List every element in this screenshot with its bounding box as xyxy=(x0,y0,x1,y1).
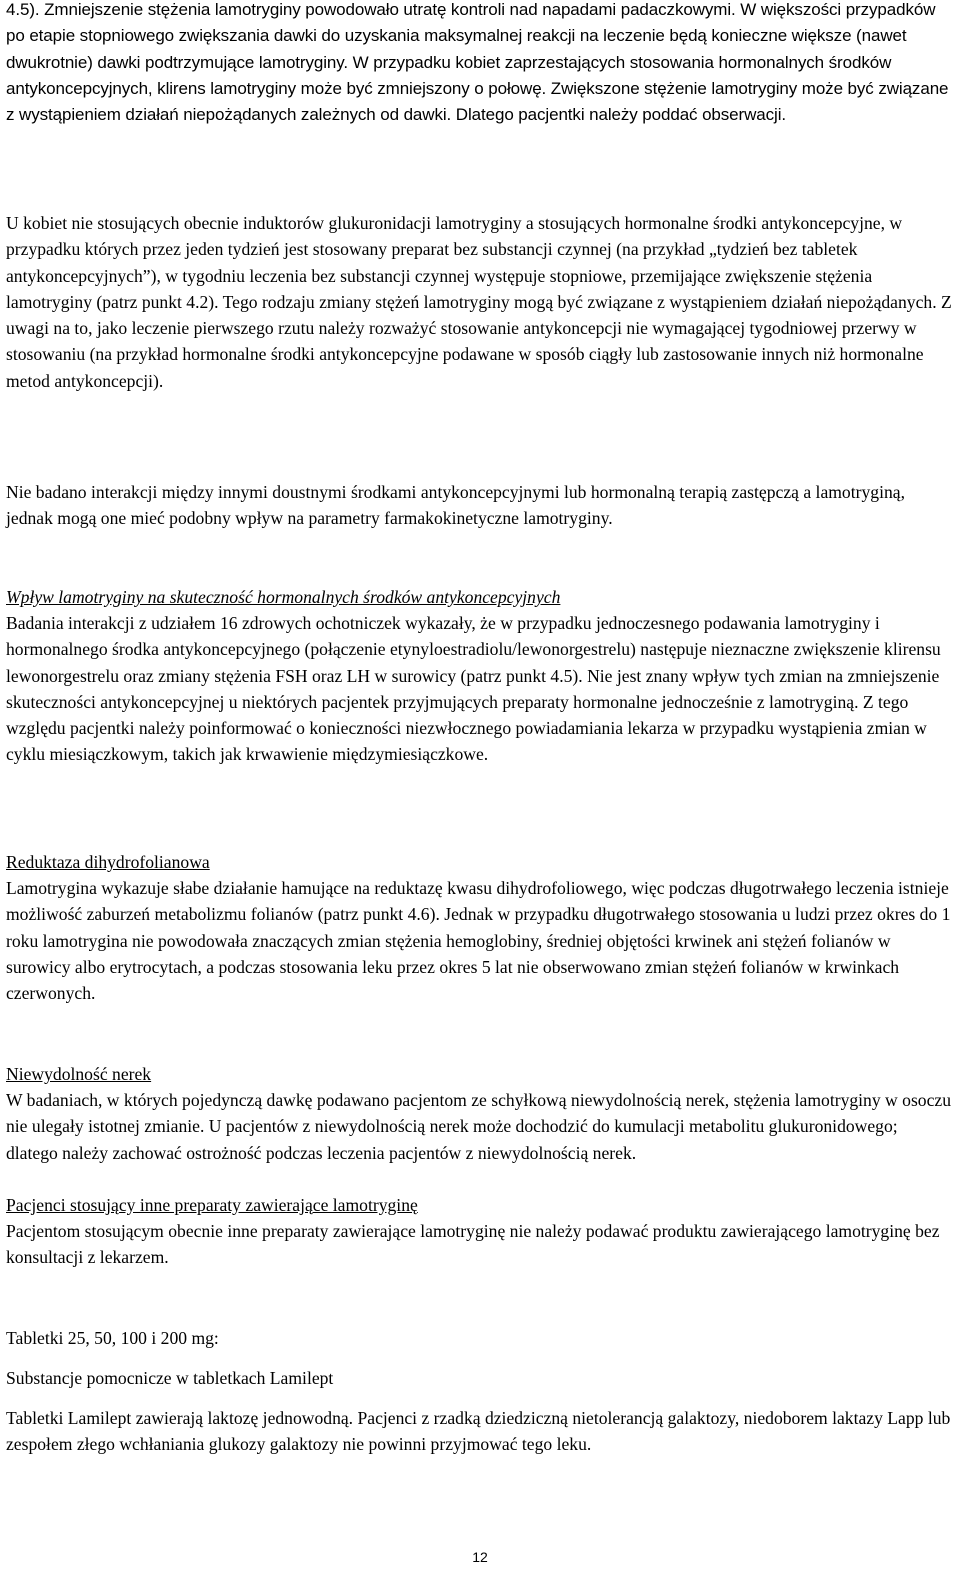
heading-dihydrofolate-reductase: Reduktaza dihydrofolianowa xyxy=(6,852,210,872)
heading-other-lamotrigine-products: Pacjenci stosujący inne preparaty zawierające lamotryginę xyxy=(6,1195,418,1215)
heading-contraceptive-efficacy: Wpływ lamotryginy na skuteczność hormonalnych środków antykoncepcyjnych xyxy=(6,587,561,607)
excipients-heading-line: Substancje pomocnicze w tabletkach Lamilept xyxy=(6,1368,334,1388)
paragraph-contraceptive-efficacy: Badania interakcji z udziałem 16 zdrowych ochotniczek wykazały, że w przypadku jednoczesnego podawania lamotryginy i hormonalnego środka antykoncepcyjnego (połączenie etynyloestradiolu/lewonorgestrelu) następuje nieznaczne zwiększenie klirensu lewonorgestrelu oraz zmiany stężenia FSH oraz LH w surowicy (patrz punkt 4.5). Nie jest znany wpływ tych zmian na zmniejszenie skuteczności antykoncepcyjnej u niektórych pacjentek przyjmujących preparaty hormonalne jednocześnie z lamotryginą. Z tego względu pacjentki należy poinformować o konieczności niezwłocznego powiadamiania lekarza w przypadku wystąpienia zmian w cyklu miesiączkowym, takich jak krwawienie międzymiesiączkowe. xyxy=(6,613,941,765)
tablets-strengths-line: Tabletki 25, 50, 100 i 200 mg: xyxy=(6,1328,219,1348)
paragraph-other-contraceptives: Nie badano interakcji między innymi doustnymi środkami antykoncepcyjnymi lub hormonalną terapią zastępczą a lamotryginą, jednak mogą one mieć podobny wpływ na parametry farmakokinetyczne lamotryginy. xyxy=(6,482,905,529)
page-number: 12 xyxy=(472,1549,488,1565)
paragraph-contraceptive-withdrawal: 4.5). Zmniejszenie stężenia lamotryginy powodowało utratę kontroli nad napadami padaczkowymi. W większości przypadków po etapie stopniowego zwiększania dawki do uzyskania maksymalnej reakcji na leczenie będą konieczne większe (nawet dwukrotnie) dawki podtrzymujące lamotryginy. W przypadku kobiet zaprzestających stosowania hormonalnych środków antykoncepcyjnych, klirens lamotryginy może być zmniejszony o połowę. Zwiększone stężenie lamotryginy może być związane z wystąpieniem działań niepożądanych zależnych od dawki. Dlatego pacjentki należy poddać obserwacji. xyxy=(6,0,949,125)
heading-renal-impairment: Niewydolność nerek xyxy=(6,1064,152,1084)
paragraph-other-lamotrigine-products: Pacjentom stosującym obecnie inne preparaty zawierające lamotryginę nie należy podawać produktu zawierającego lamotryginę bez konsultacji z lekarzem. xyxy=(6,1221,940,1268)
paragraph-renal-impairment: W badaniach, w których pojedynczą dawkę podawano pacjentom ze schyłkową niewydolnością nerek, stężenia lamotryginy w osoczu nie ulegały istotnej zmianie. U pacjentów z niewydolnością nerek może dochodzić do kumulacji metabolitu glukuronidowego; dlatego należy zachować ostrożność podczas leczenia pacjentów z niewydolnością nerek. xyxy=(6,1090,952,1163)
paragraph-pill-free-week: U kobiet nie stosujących obecnie induktorów glukuronidacji lamotryginy a stosujących hormonalne środki antykoncepcyjne, w przypadku których przez jeden tydzień jest stosowany preparat bez substancji czynnej (na przykład „tydzień bez tabletek antykoncepcyjnych”), w tygodniu leczenia bez substancji czynnej występuje stopniowe, przemijające zwiększenie stężenia lamotryginy (patrz punkt 4.2). Tego rodzaju zmiany stężeń lamotryginy mogą być związane z wystąpieniem działań niepożądanych. Z uwagi na to, jako leczenie pierwszego rzutu należy rozważyć stosowanie antykoncepcji nie wymagającej tygodniowej przerwy w stosowaniu (na przykład hormonalne środki antykoncepcyjne podawane w sposób ciągły lub zastosowanie innych niż hormonalne metod antykoncepcji). xyxy=(6,213,952,391)
paragraph-lactose-warning: Tabletki Lamilept zawierają laktozę jednowodną. Pacjenci z rzadką dziedziczną nietolerancją galaktozy, niedoborem laktazy Lapp lub zespołem złego wchłaniania glukozy galaktozy nie powinni przyjmować tego leku. xyxy=(6,1408,951,1455)
paragraph-dihydrofolate-reductase: Lamotrygina wykazuje słabe działanie hamujące na reduktazę kwasu dihydrofoliowego, więc podczas długotrwałego leczenia istnieje możliwość zaburzeń metabolizmu folianów (patrz punkt 4.6). Jednak w przypadku długotrwałego stosowania u ludzi przez okres do 1 roku lamotrygina nie powodowała znaczących zmian stężenia hemoglobiny, średniej objętości krwinek ani stężeń folianów w surowicy albo erytrocytach, a podczas stosowania leku przez okres 5 lat nie obserwowano zmian stężeń folianów w krwinkach czerwonych. xyxy=(6,878,951,1004)
